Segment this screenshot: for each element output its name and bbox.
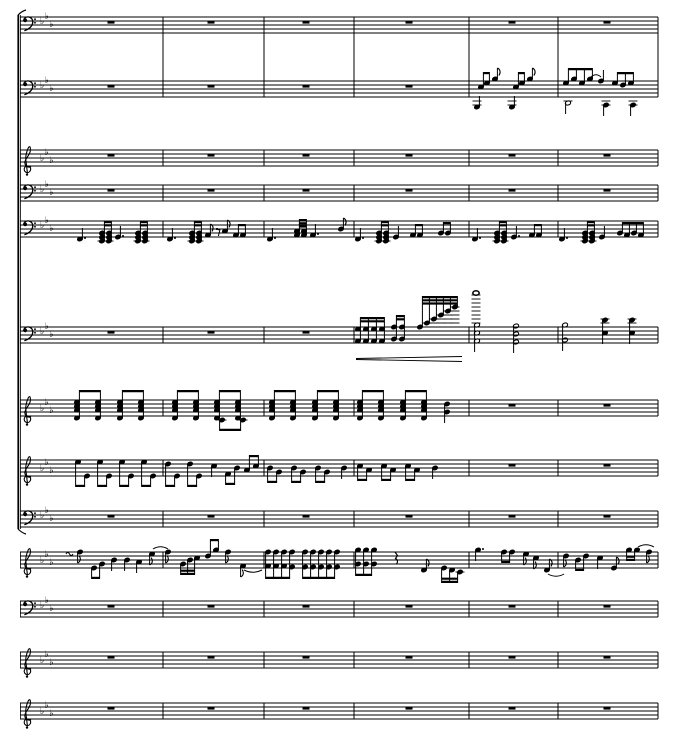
beam-group <box>180 555 200 575</box>
whole-rest <box>108 21 115 24</box>
staff-12 <box>20 649 658 678</box>
flat-sign: ♭ <box>40 403 45 414</box>
flat-sign: ♭ <box>49 329 54 340</box>
chord <box>513 323 519 353</box>
whole-rest <box>406 21 413 24</box>
whole-rest <box>108 515 115 518</box>
flat-sign: ♭ <box>40 220 45 231</box>
flat-sign: ♭ <box>49 557 54 568</box>
treble-clef-icon <box>24 700 31 729</box>
flat-sign: ♭ <box>49 19 54 30</box>
flat-sign: ♭ <box>44 549 49 560</box>
whole-rest <box>509 154 516 157</box>
whole-rest <box>604 404 611 407</box>
flat-sign: ♭ <box>49 603 54 614</box>
note <box>472 228 481 242</box>
whole-rest <box>406 85 413 88</box>
key-signature <box>40 596 53 614</box>
beam-group <box>626 547 640 561</box>
whole-rest <box>406 707 413 710</box>
staff-lines <box>20 147 658 166</box>
flat-sign: ♭ <box>49 83 54 94</box>
whole-rest <box>208 515 215 518</box>
whole-rest <box>208 707 215 710</box>
note <box>523 551 529 565</box>
flat-sign: ♭ <box>44 700 49 711</box>
key-signature <box>40 322 53 340</box>
beam-group <box>98 221 114 244</box>
flat-sign: ♭ <box>44 397 49 408</box>
key-signature <box>40 216 53 234</box>
whole-rest <box>604 154 611 157</box>
note <box>527 68 535 82</box>
whole-rest <box>406 189 413 192</box>
treble-clef-icon <box>24 147 31 176</box>
note <box>205 224 213 238</box>
whole-rest <box>303 331 310 334</box>
note <box>473 96 482 110</box>
quarter-rest <box>395 552 398 564</box>
whole-rest <box>604 464 611 467</box>
note <box>77 228 86 242</box>
flat-sign: ♭ <box>44 147 49 158</box>
flat-sign: ♭ <box>49 657 54 668</box>
whole-rest <box>509 21 516 24</box>
tie <box>548 574 564 576</box>
beam-group <box>355 317 385 344</box>
whole-rest <box>604 707 611 710</box>
flat-sign: ♭ <box>44 595 49 606</box>
staff-5 <box>20 216 658 244</box>
whole-rest <box>604 605 611 608</box>
treble-clef-icon <box>24 549 31 578</box>
beam-group <box>529 224 542 238</box>
whole-rest <box>509 605 516 608</box>
key-signature <box>40 506 53 524</box>
beam-group <box>233 224 246 238</box>
beam-group <box>617 222 644 238</box>
note <box>355 228 364 242</box>
tie <box>244 570 262 572</box>
beam-group <box>75 459 90 487</box>
staff-lines <box>20 700 658 719</box>
whole-rest <box>108 85 115 88</box>
whole-rest <box>108 707 115 710</box>
beam-group <box>581 221 597 244</box>
note <box>559 228 568 242</box>
whole-rest <box>108 656 115 659</box>
note <box>475 547 484 561</box>
chord <box>562 322 568 351</box>
note <box>472 291 481 323</box>
flat-sign: ♭ <box>40 80 45 91</box>
whole-rest <box>208 189 215 192</box>
crescendo-line <box>356 357 462 362</box>
whole-rest <box>509 404 516 407</box>
whole-rest <box>303 605 310 608</box>
staff-lines <box>20 17 658 33</box>
whole-rest <box>604 189 611 192</box>
whole-rest <box>604 515 611 518</box>
flat-sign: ♭ <box>40 326 45 337</box>
staff-9 <box>20 506 658 527</box>
flat-sign: ♭ <box>40 184 45 195</box>
note <box>136 559 142 573</box>
note <box>211 463 217 477</box>
chord <box>444 401 450 423</box>
flat-sign: ♭ <box>49 405 54 416</box>
note <box>508 96 517 110</box>
staff-13 <box>20 700 658 729</box>
whole-rest <box>208 605 215 608</box>
flat-sign: ♭ <box>40 600 45 611</box>
staff-2 <box>20 68 658 116</box>
key-signature <box>40 180 53 198</box>
beam-group <box>97 459 112 487</box>
staff-1 <box>20 12 658 97</box>
treble-clef-icon <box>24 397 31 426</box>
whole-rest <box>406 515 413 518</box>
flat-sign: ♭ <box>40 706 45 717</box>
beam-group <box>410 224 423 238</box>
flat-sign: ♭ <box>40 510 45 521</box>
flat-sign: ♭ <box>44 11 49 22</box>
note <box>222 220 230 234</box>
beam-group <box>294 219 307 238</box>
flat-sign: ♭ <box>49 155 54 166</box>
staff-3 <box>20 147 658 176</box>
whole-rest <box>303 21 310 24</box>
whole-rest <box>303 656 310 659</box>
beam-group <box>375 221 391 244</box>
beam-group <box>141 459 156 487</box>
note <box>167 228 176 242</box>
flat-sign: ♭ <box>44 75 49 86</box>
flat-sign: ♭ <box>44 215 49 226</box>
staff-11 <box>20 596 658 617</box>
flat-sign: ♭ <box>40 555 45 566</box>
beam-group <box>612 72 634 88</box>
note <box>544 559 552 573</box>
beam-group <box>187 461 202 487</box>
staff-lines <box>20 601 658 617</box>
beam-group <box>134 221 150 244</box>
note <box>602 101 611 116</box>
whole-rest <box>604 656 611 659</box>
staff-8 <box>20 455 658 487</box>
beam-group <box>355 547 377 576</box>
whole-rest <box>208 154 215 157</box>
whole-rest <box>108 331 115 334</box>
key-signature <box>40 76 53 94</box>
staff-10 <box>20 539 658 583</box>
flat-sign: ♭ <box>44 321 49 332</box>
whole-rest <box>406 656 413 659</box>
staff-7 <box>20 390 658 431</box>
flat-sign: ♭ <box>44 457 49 468</box>
whole-rest <box>208 656 215 659</box>
note <box>421 559 429 573</box>
beam-group <box>493 221 509 244</box>
flat-sign: ♭ <box>49 513 54 524</box>
note <box>310 224 319 238</box>
whole-rest <box>108 605 115 608</box>
whole-rest <box>509 515 516 518</box>
eighth-rest <box>216 228 220 236</box>
staff-lines <box>20 649 658 668</box>
staff-lines <box>20 457 658 476</box>
note <box>267 228 276 242</box>
key-signature <box>40 12 53 30</box>
staff-4 <box>20 180 658 201</box>
flat-sign: ♭ <box>49 223 54 234</box>
flat-sign: ♭ <box>44 505 49 516</box>
flat-sign: ♭ <box>40 463 45 474</box>
whole-rest <box>108 154 115 157</box>
flat-sign: ♭ <box>49 187 54 198</box>
whole-rest <box>208 331 215 334</box>
flat-sign: ♭ <box>44 649 49 660</box>
note <box>597 555 603 569</box>
tie <box>153 547 168 549</box>
whole-rest <box>406 154 413 157</box>
staff-6 <box>20 291 658 362</box>
whole-rest <box>509 707 516 710</box>
turn-ornament <box>66 553 73 556</box>
flat-sign: ♭ <box>49 465 54 476</box>
treble-clef-icon <box>24 649 31 678</box>
beam-group <box>391 315 405 342</box>
staff-lines <box>20 185 658 201</box>
note <box>492 68 500 82</box>
beam-group <box>188 221 204 244</box>
whole-rest <box>303 515 310 518</box>
whole-rest <box>303 707 310 710</box>
whole-rest <box>108 189 115 192</box>
chord <box>474 322 480 352</box>
whole-rest <box>208 21 215 24</box>
flat-sign: ♭ <box>40 16 45 27</box>
note <box>149 551 155 565</box>
note <box>629 101 638 116</box>
whole-rest <box>509 464 516 467</box>
whole-rest <box>303 154 310 157</box>
staff-lines <box>20 81 658 97</box>
flat-sign: ♭ <box>44 179 49 190</box>
whole-rest <box>303 85 310 88</box>
flat-sign: ♭ <box>40 655 45 666</box>
note <box>533 555 539 569</box>
whole-rest <box>303 189 310 192</box>
beam-group <box>563 68 593 86</box>
beam-group <box>417 296 460 330</box>
beam-group <box>218 417 248 431</box>
whole-rest <box>509 189 516 192</box>
whole-rest <box>208 85 215 88</box>
treble-clef-icon <box>24 457 31 486</box>
whole-rest <box>406 605 413 608</box>
note <box>564 100 573 114</box>
whole-rest <box>604 21 611 24</box>
beam-group <box>119 459 134 487</box>
flat-sign: ♭ <box>40 153 45 164</box>
tie <box>638 545 654 547</box>
flat-sign: ♭ <box>49 708 54 719</box>
whole-rest <box>509 656 516 659</box>
beam-group <box>165 461 180 487</box>
staff-lines <box>20 511 658 527</box>
